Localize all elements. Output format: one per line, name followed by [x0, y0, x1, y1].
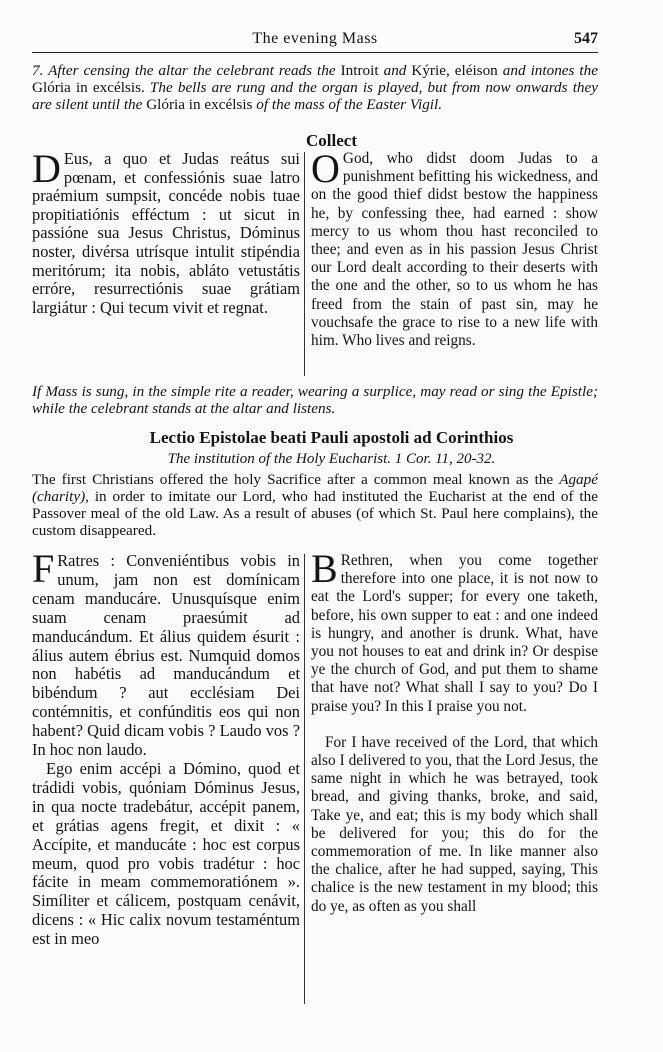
- epistle-subheading: The institution of the Holy Eucharist. 1 Cor. 11, 20-32.: [167, 451, 496, 467]
- epistle-latin-text: Ratres : Conveniéntibus vobis in unum, jam non est domínicam cenam manducáre. Unusquísque enim suam cenam praesúmit ad manducándum. Et álius quidem ésurit : álius autem ébrius est. Numquid domos non habétis ad manducándum et bibéndum ? aut ecclésiam Dei contémnitis, et confúnditis eos qui non habent? Quid dicam vobis ? Laudo vos ? In hoc non laudo.: [32, 551, 300, 760]
- column-divider: [304, 152, 305, 376]
- epistle-english-paragraph: For I have received of the Lord, that which also I delivered to you, that the Lord Jesus, the same night in which he was betrayed, took bread, and giving thanks, broke, and said, Take ye, and eat; this is my body which shall be delivered for you; this do for the commemoration of me. In like manner also the chalice, after he had supped, saying, This chalice is the new testament in my blood; this do ye, as often as you shall: [311, 733, 598, 915]
- collect-heading: Collect: [306, 131, 357, 150]
- epistle-latin-paragraph: Ego enim accépi a Dómino, quod et trádidi vobis, quóniam Dóminus Jesus, in qua nocte tradebátur, accépit panem, et grátias agens fregit, et dixit : « Accípite, et manducáte : hoc est corpus meum, quod pro vobis tradétur : hoc fácite in meam commemoratiónem ». Simíliter et cálicem, postquam cenávit, dicens : « Hic calix novum testaméntum est in meo: [32, 758, 300, 949]
- intro-text: , in order to imitate our Lord, who had instituted the Eucharist at the end of the Passover meal of the old Law. As a result of abuses (of which St. Paul here complains), the custom disappeared.: [32, 488, 598, 539]
- rubric-kyrie: Kýrie, eléison: [411, 62, 498, 79]
- page-number: 547: [574, 30, 598, 47]
- epistle-english-column: [311, 546, 598, 916]
- collect-latin-column: [32, 146, 300, 317]
- drop-cap: F: [32, 546, 55, 591]
- rubric-text: and intones the: [497, 62, 598, 79]
- page-header: [32, 30, 598, 53]
- epistle-latin-column: [32, 546, 300, 949]
- intro-agape: Agapé (charity): [32, 471, 598, 505]
- rubric-gloria: Glória in excélsis.: [32, 79, 145, 96]
- collect-latin-text: Eus, a quo et Judas reátus sui pœnam, et confessiónis suae latro praémium sumpsit, concéde nobis tuae propitiatiónis efféctum : ut sicut in passióne sua Jesus Christus, Dóminus noster, divérsa utrísque intulit stipéndia meritórum; ita nobis, abláto vetustátis erróre, resurrectiónis suae grátiam largiátur : Qui tecum vivit et regnat.: [32, 149, 300, 317]
- drop-cap: D: [32, 146, 61, 191]
- drop-cap: O: [311, 146, 340, 191]
- epistle-english-paragraph: [311, 546, 598, 716]
- collect-english-column: [311, 146, 598, 350]
- collect-english-text: God, who didst doom Judas to a punishment befitting his wickedness, and on the good thief didst bestow the happiness he, by confessing thee, had earned : show mercy to us whom thou hast reconciled to thee; and even as in his passion Jesus Christ our Lord dealt according to their deserts with the one and the other, so to us whom he has freed from the stain of past sin, may he vouchsafe the grace to rise to a new life with him. Who lives and reigns.: [311, 150, 598, 350]
- column-divider: [304, 554, 305, 1004]
- epistle-english-text: Rethren, when you come together therefore into one place, it is not now to eat the Lord's supper; for every one taketh, before, his own supper to eat : and one indeed is hungry, and another is drunk. What, have you not houses to eat and drink in? Or despise ye the church of God, and put them to shame that have not? What shall I say to you? Do I praise you? In this I praise you not.: [311, 552, 598, 715]
- epistle-latin-paragraph: [32, 546, 300, 760]
- rubric-introit-word: Introit: [340, 62, 379, 79]
- epistle-introduction: [32, 471, 598, 539]
- running-title: The evening Mass: [252, 30, 378, 47]
- rubric-text: of the mass of the Easter Vigil.: [252, 96, 443, 113]
- epistle-heading: Lectio Epistolae beati Pauli apostoli ad Corinthios: [149, 428, 514, 447]
- intro-text: The first Christians offered the holy Sacrifice after a common meal known as the: [32, 471, 560, 488]
- rubric-gloria: Glória in excélsis: [146, 96, 253, 113]
- drop-cap: B: [311, 546, 338, 591]
- rubric-text: 7. After censing the altar the celebrant reads the: [32, 62, 341, 79]
- rubric-introit: [32, 62, 598, 113]
- rubric-text: and: [378, 62, 412, 79]
- rubric-text: The bells are rung and the organ is played, but from now onwards they are silent until the: [32, 79, 598, 113]
- rubric-epistle: If Mass is sung, in the simple rite a reader, wearing a surplice, may read or sing the Epistle; while the celebrant stands at the altar and listens.: [32, 383, 598, 417]
